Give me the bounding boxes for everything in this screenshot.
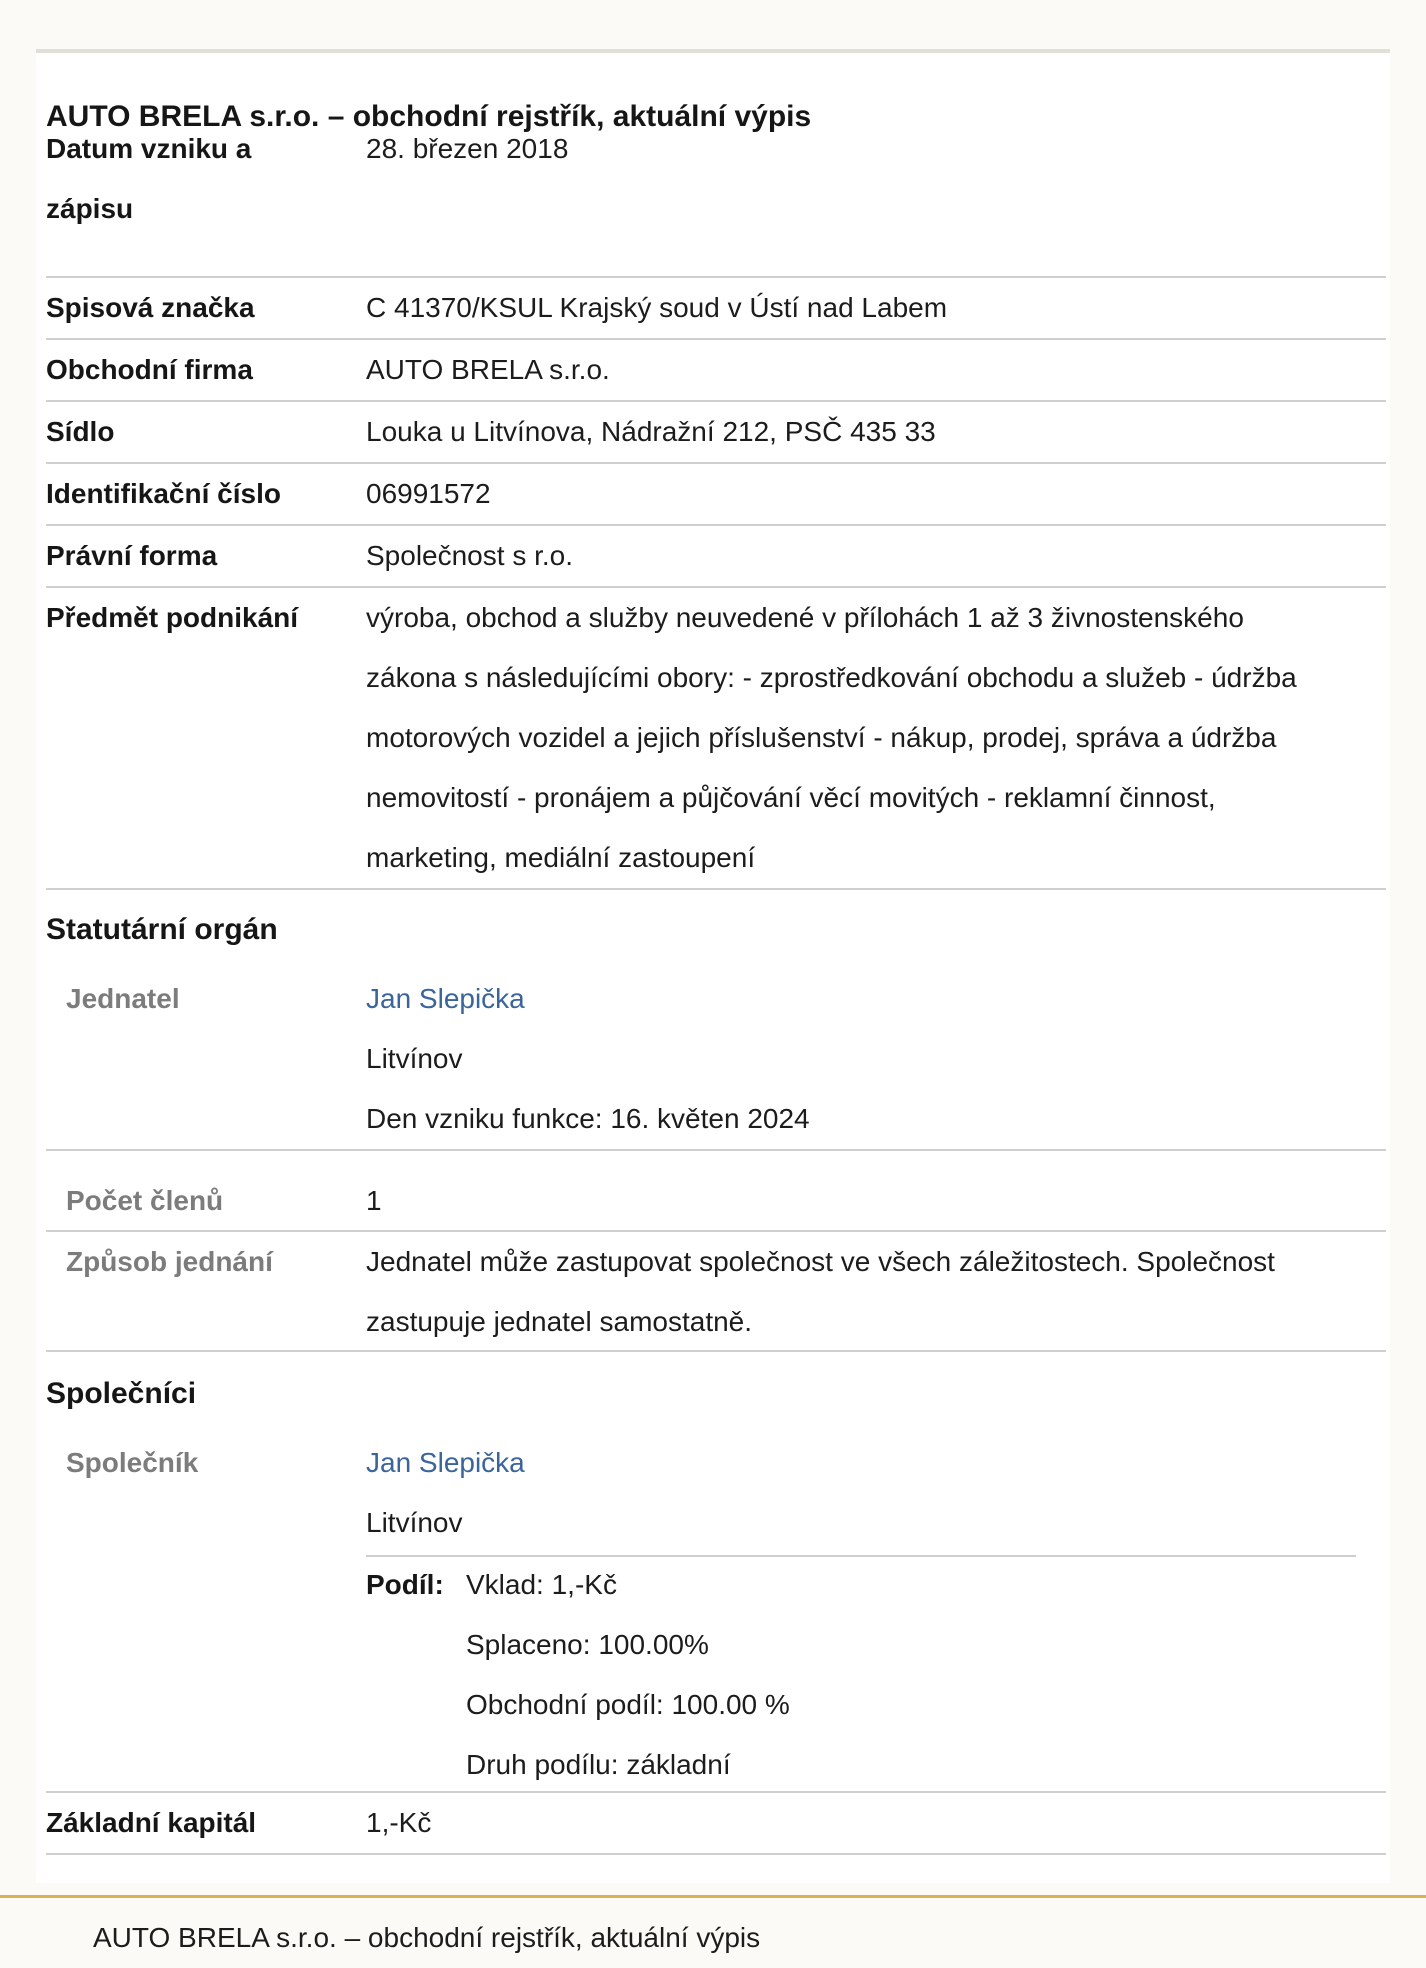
label-pocet-clenu: Počet členů (66, 1185, 224, 1216)
row-pocet-clenu (46, 1151, 1386, 1232)
predmet-line: zákona s následujícími obory: - zprostředkování obchodu a služeb - údržba (366, 662, 1297, 693)
label-identifikacni-cislo: Identifikační číslo (46, 478, 281, 509)
value-sidlo: Louka u Litvínova, Nádražní 212, PSČ 435 33 (366, 416, 936, 447)
value-podil (466, 1555, 790, 1795)
label-zpusob-jednani: Způsob jednání (66, 1246, 273, 1277)
page-title: AUTO BRELA s.r.o. – obchodní rejstřík, aktuální výpis (46, 100, 812, 133)
footer-text: AUTO BRELA s.r.o. – obchodní rejstřík, aktuální výpis (93, 1922, 761, 1953)
value-predmet-podnikani (366, 588, 1376, 888)
zpusob-line: zastupuje jednatel samostatně. (366, 1306, 753, 1337)
row-identifikacni-cislo (46, 464, 1386, 526)
label-sidlo: Sídlo (46, 416, 115, 447)
footer (0, 1895, 1426, 1968)
jednatel-since: Den vzniku funkce: 16. květen 2024 (366, 1103, 810, 1134)
label-obchodni-firma: Obchodní firma (46, 354, 253, 385)
podil-line: Druh podílu: základní (466, 1749, 731, 1780)
value-pravni-forma: Společnost s r.o. (366, 540, 574, 571)
podil-line: Vklad: 1,-Kč (466, 1569, 617, 1600)
label-datum-line-2: zápisu (46, 193, 134, 224)
section-spolecnici: Společníci (46, 1377, 197, 1410)
row-zpusob-jednani (46, 1232, 1386, 1352)
label-spisova-znacka: Spisová značka (46, 292, 255, 323)
row-pravni-forma (46, 526, 1386, 588)
spolecnik-name-link[interactable]: Jan Slepička (366, 1447, 525, 1478)
predmet-line: nemovitostí - pronájem a půjčování věcí movitých - reklamní činnost, (366, 782, 1216, 813)
value-zpusob-jednani (366, 1232, 1376, 1352)
label-podil: Podíl: (366, 1569, 444, 1600)
value-spisova-znacka: C 41370/KSUL Krajský soud v Ústí nad Labem (366, 292, 948, 323)
value-pocet-clenu: 1 (366, 1185, 382, 1216)
value-jednatel (366, 969, 1376, 1149)
row-spolecnik (46, 1433, 1386, 1793)
row-datum-vzniku (46, 119, 1386, 278)
predmet-line: výroba, obchod a služby neuvedené v přílohách 1 až 3 živnostenského (366, 602, 1244, 633)
zpusob-line: Jednatel může zastupovat společnost ve všech záležitostech. Společnost (366, 1246, 1275, 1277)
value-datum-vzniku: 28. březen 2018 (366, 133, 569, 164)
podil-line: Splaceno: 100.00% (466, 1629, 709, 1660)
spolecnik-city: Litvínov (366, 1507, 463, 1538)
value-zakladni-kapital: 1,-Kč (366, 1807, 432, 1838)
predmet-line: motorových vozidel a jejich příslušenství - nákup, prodej, správa a údržba (366, 722, 1277, 753)
label-datum-line-1: Datum vzniku a (46, 133, 252, 164)
label-datum-vzniku (46, 119, 251, 239)
row-spisova-znacka (46, 278, 1386, 340)
row-obchodni-firma (46, 340, 1386, 402)
label-jednatel: Jednatel (66, 983, 180, 1014)
jednatel-city: Litvínov (366, 1043, 463, 1074)
label-zakladni-kapital: Základní kapitál (46, 1807, 257, 1838)
section-statutarni-organ: Statutární orgán (46, 913, 278, 946)
label-predmet-podnikani: Předmět podnikání (46, 602, 299, 633)
registry-card (36, 49, 1390, 1883)
row-jednatel (46, 969, 1386, 1151)
value-identifikacni-cislo: 06991572 (366, 478, 491, 509)
row-sidlo (46, 402, 1386, 464)
label-spolecnik: Společník (66, 1447, 199, 1478)
label-pravni-forma: Právní forma (46, 540, 218, 571)
jednatel-name-link[interactable]: Jan Slepička (366, 983, 525, 1014)
row-predmet-podnikani (46, 588, 1386, 890)
value-spolecnik (366, 1433, 1376, 1553)
value-obchodni-firma: AUTO BRELA s.r.o. (366, 354, 610, 385)
row-zakladni-kapital (46, 1793, 1386, 1855)
podil-line: Obchodní podíl: 100.00 % (466, 1689, 790, 1720)
predmet-line: marketing, mediální zastoupení (366, 842, 756, 873)
